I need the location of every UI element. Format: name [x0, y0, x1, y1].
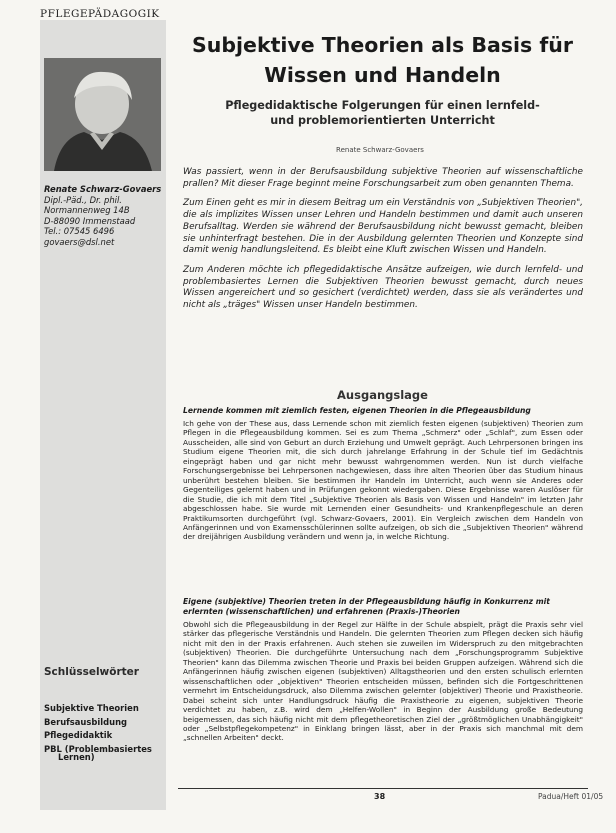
subtitle-line: und problemorientierten Unterricht — [270, 114, 495, 127]
author-email: govaers@dsl.net — [44, 236, 115, 247]
keywords-title: Schlüsselwörter — [44, 666, 139, 678]
keyword-item: Berufsausbildung — [44, 716, 128, 727]
keyword-item: PBL (Problembasiertes — [44, 743, 152, 754]
keywords-list — [44, 702, 168, 762]
keyword-item: Subjektive Theorien — [44, 703, 139, 713]
author-name: Renate Schwarz-Govaers — [44, 184, 162, 194]
article-title — [180, 30, 585, 90]
author-line: D-88090 Immenstaad — [44, 215, 136, 226]
journal-name: PFLEGEPÄDAGOGIK — [40, 8, 160, 20]
keyword-item: Pflegedidaktik — [44, 730, 113, 740]
section-heading: Ausgangslage — [337, 388, 428, 402]
subtitle-line: Pflegedidaktische Folgerungen für einen lernfeld- — [225, 99, 540, 112]
issue-label: Padua/Heft 01/05 — [538, 792, 604, 801]
body-paragraph: Ich gehe von der These aus, dass Lernende schon mit ziemlich festen eigenen (subjektiven) Theorien zum Pflegen in die Pflegeausbildung kommen. Sei es zum Thema „Schmerz" oder „Schlaf", zum Essen oder Ausscheiden, alle sind von Geburt an durch Erziehung und Umwelt geprägt. Auch Lehrpersonen bringen ins Studium eigene Theorien mit, die sich durch jahrelange Erfahrung in der Schule tief im Gedächtnis eingeprägt haben und gar nicht mehr bewusst wahrgenommen werden. Nun ist durch vielfache Forschungsergebnisse bei Lehrpersonen nachgewiesen, dass ihre alten Theorien über das Studium hinaus unberührt bestehen bleiben. Sie bestimmen ihr Handeln im Unterricht, auch wenn sie Anderes oder Gegenteiliges gelernt haben und in Prüfungen gekonnt wiedergaben. Diese Ergebnisse waren Auslöser für die Studie, die ich mit dem Titel „Subjektive Theorien als Basis von Wissen und Handeln" im letzten Jahr abgeschlossen habe. Sie wurde mit Lernenden einer Gesundheits- und Krankenpflegeschule an deren Praktikumsorten durchgeführt (vgl. Schwarz-Govaers, 2001). Ein Vergleich zwischen dem Handeln von Anfängerinnen und von Examensschülerinnen sollte aufzeigen, ob sich die „Subjektiven Theorien" während der dreijährigen Ausbildung verändern und wenn ja, in welche Richtung. — [183, 419, 583, 542]
subheading: Lernende kommen mit ziemlich festen, eigenen Theorien in die Pflegeausbildung — [183, 406, 531, 415]
lead-paragraph: Zum Anderen möchte ich pflegedidaktische Ansätze aufzeigen, wie durch lernfeld- und problembasiertes Lernen die Subjektiven Theorien bewusst gemacht, durch neues Wissen angereichert und so gesichert (verdichtet) werden, dass sie als verändertes und nicht als „träges" Wissen unser Handeln bestimmen. — [183, 264, 583, 311]
article-subtitle — [180, 98, 585, 128]
body-paragraph: Obwohl sich die Pflegeausbildung in der Regel zur Hälfte in der Schule abspielt, prägt die Praxis sehr viel stärker das pflegerische Verständnis und Handeln. Die gelernten Theorien zum Pflegen decken sich häufig nicht mit den in der Praxis erfahrenen. Auch stehen sie zuweilen im Widerspruch zu den mitgebrachten (subjektiven) Theorien. Die durchgeführte Untersuchung nach dem „Forschungsprogramm Subjektive Theorien" kann das Dilemma zwischen Theorie und Praxis bei beiden Gruppen aufzeigen. Während sich die Anfängerinnen häufig zwischen eigenen (subjektiven) Alltagstheorien und den ersten schulisch erlernten wissenschaftlichen oder „objektiven" Theorien entscheiden müssen, befinden sich die Fortgeschrittenen vermehrt im Entscheidungsdruck, also Dilemma zwischen gelernter (objektiver) Theorie und Praxistheorie. Dabei scheint sich unter Handlungsdruck häufig die Praxistheorie zu eigenen, subjektiven Theorie verdichtet zu haben, z.B. wird dem „Helfen-Wollen" in Beginn der Ausbildung große Bedeutung beigemessen, das sich häufig nicht mit dem pflegetheoretischen Ziel der „größtmöglichen Unabhängigkeit" oder „Selbstpflegekompetenz" in Einklang bringen lässt, aber in der Praxis sich manchmal mit dem „schnellen Arbeiten" deckt. — [183, 620, 583, 743]
footer-rule — [178, 788, 588, 789]
author-line: Tel.: 07545 6496 — [44, 226, 115, 237]
title-line: Wissen und Handeln — [264, 63, 501, 87]
lead-text — [183, 167, 583, 320]
author-info — [44, 184, 168, 248]
page-number: 38 — [374, 792, 386, 801]
lead-paragraph: Zum Einen geht es mir in diesem Beitrag um ein Verständnis von „Subjektiven Theorien", die als implizites Wissen unser Lehren und Handeln bestimmen und damit auch unseren Berufsalltag. Werden sie während der Berufsausbildung nicht bewusst gemacht, bleiben sie unhinterfragt bestehen. Die in der Ausbildung gelernten Theorien und Konzepte sind damit wenig handlungsleitend. Es bleibt eine Kluft zwischen Wissen und Handeln. — [183, 198, 583, 256]
keyword-item: Lernen) — [58, 752, 95, 762]
byline: Renate Schwarz-Govaers — [336, 146, 424, 154]
author-photo — [44, 58, 161, 171]
title-line: Subjektive Theorien als Basis für — [191, 33, 573, 57]
lead-paragraph: Was passiert, wenn in der Berufsausbildung subjektive Theorien auf wissenschaftliche prallen? Mit dieser Frage beginnt meine Forschungsarbeit zum oben genannten Thema. — [183, 167, 583, 189]
subheading: Eigene (subjektive) Theorien treten in der Pflegeausbildung häufig in Konkurrenz mit erlernten (wissenschaftlichen) und erfahrenen (Praxis-)Theorien — [183, 597, 550, 616]
author-line: Normannenweg 14B — [44, 205, 130, 216]
author-line: Dipl.-Päd., Dr. phil. — [44, 194, 122, 205]
